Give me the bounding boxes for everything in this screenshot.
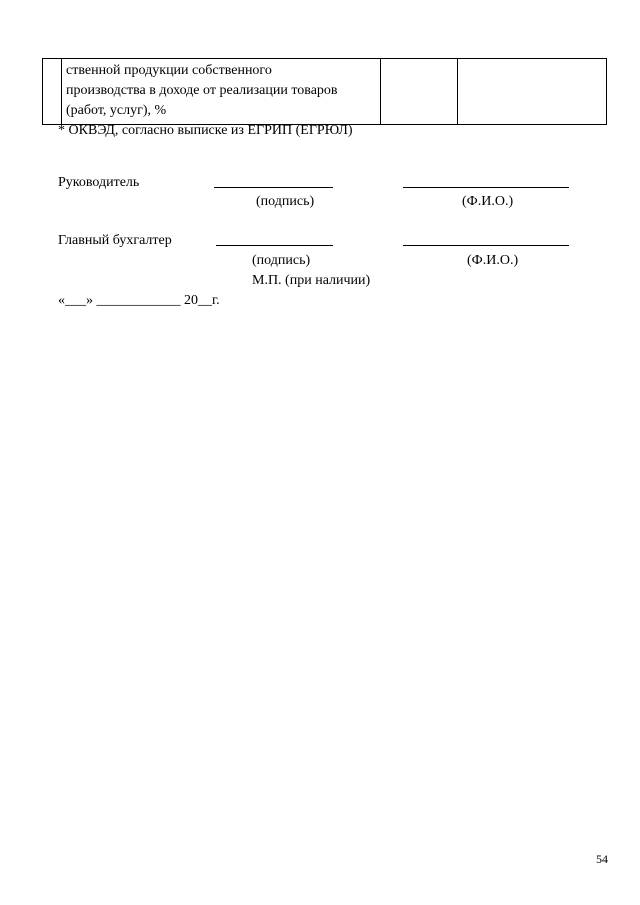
head-name-caption: (Ф.И.О.) [462, 194, 514, 209]
accountant-signature-line [216, 245, 333, 246]
head-signature-caption: (подпись) [256, 194, 315, 209]
head-name-line [403, 187, 569, 188]
accountant-name-caption: (Ф.И.О.) [467, 253, 519, 268]
page-number: 54 [596, 852, 608, 866]
accountant-signature-caption: (подпись) [252, 253, 311, 268]
indicator-text-line: (работ, услуг), % [66, 103, 167, 118]
table-cell-value-1 [381, 59, 458, 125]
table-cell-number [43, 59, 62, 125]
table-cell-value-2 [458, 59, 607, 125]
accountant-label: Главный бухгалтер [58, 233, 172, 248]
table-row [43, 59, 607, 125]
indicator-text-line: производства в доходе от реализации товаров [66, 83, 338, 98]
accountant-name-line [403, 245, 569, 246]
indicator-table [42, 58, 607, 125]
date-line: «___» ____________ 20__г. [58, 293, 220, 308]
footnote: * ОКВЭД, согласно выписке из ЕГРИП (ЕГРЮЛ) [58, 123, 353, 138]
head-label: Руководитель [58, 175, 140, 190]
stamp-note: М.П. (при наличии) [252, 273, 371, 288]
indicator-text-line: ственной продукции собственного [66, 63, 272, 78]
head-signature-line [214, 187, 333, 188]
table-cell-indicator [62, 59, 381, 125]
